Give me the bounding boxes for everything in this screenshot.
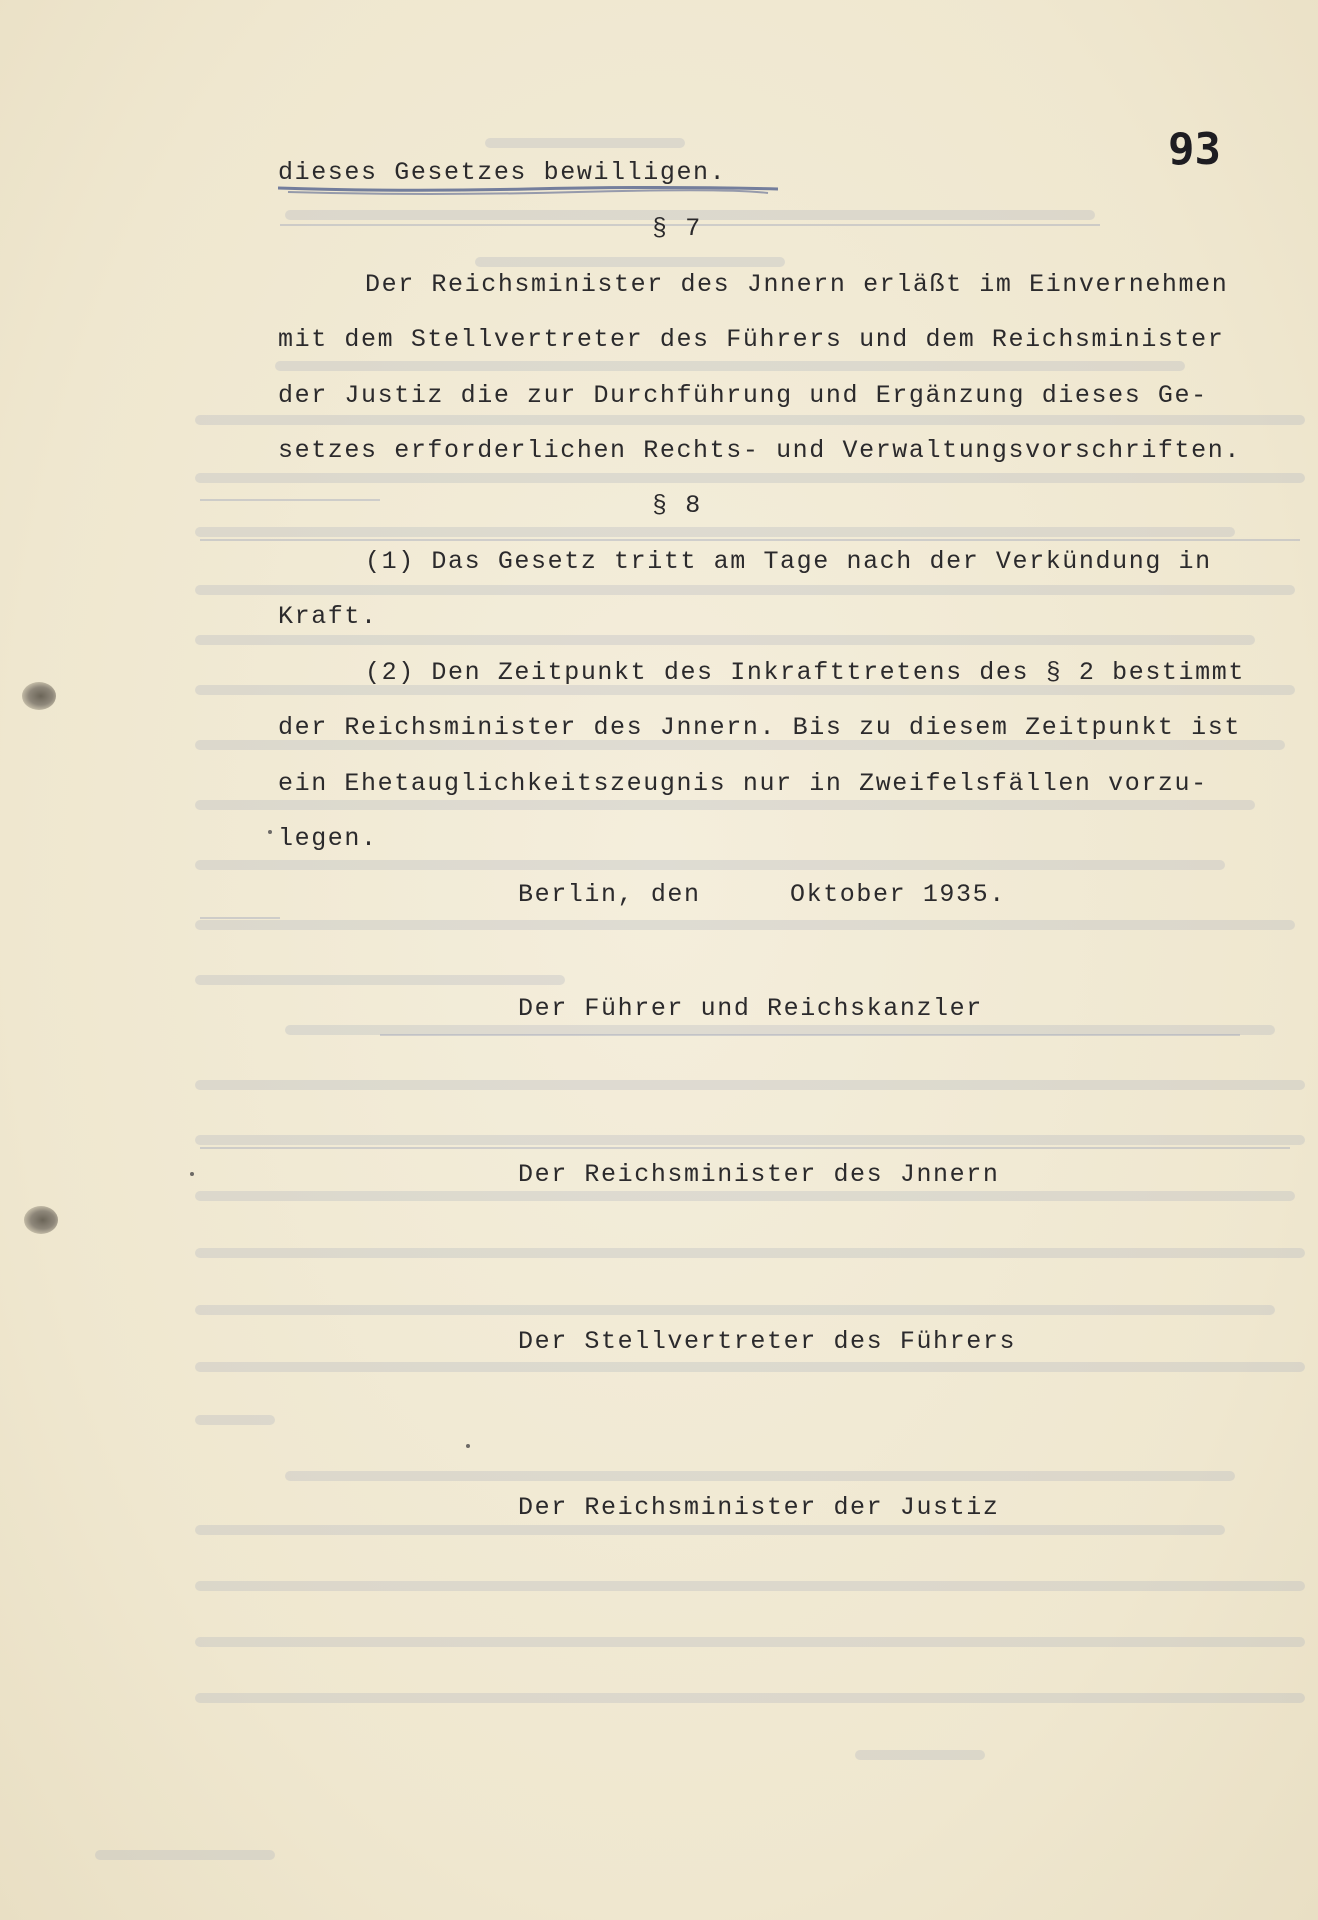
text-line-9: Kraft. — [278, 602, 378, 631]
date-value: Oktober 1935. — [790, 880, 1006, 909]
text-line-3: Der Reichsminister des Jnnern erläßt im Einvernehmen — [365, 270, 1229, 299]
text-line-12: ein Ehetauglichkeitszeugnis nur in Zweifelsfällen vorzu- — [278, 769, 1208, 798]
text-line-11: der Reichsminister des Jnnern. Bis zu diesem Zeitpunkt ist — [278, 713, 1241, 742]
date-place: Berlin, den — [518, 880, 701, 909]
text-line-4: mit dem Stellvertreter des Führers und dem Reichsminister — [278, 325, 1225, 354]
text-line-1: dieses Gesetzes bewilligen. — [278, 158, 727, 187]
text-line-13: legen. — [278, 824, 378, 853]
ink-speck — [190, 1172, 194, 1176]
text-line-6: setzes erforderlichen Rechts- und Verwaltungsvorschriften. — [278, 436, 1241, 465]
punch-hole-lower — [24, 1206, 58, 1234]
page-number: 93 — [1168, 124, 1221, 175]
ink-speck — [466, 1444, 470, 1448]
text-line-5: der Justiz die zur Durchführung und Ergänzung dieses Ge- — [278, 381, 1208, 410]
punch-hole-upper — [22, 682, 56, 710]
signatory-justice-minister: Der Reichsminister der Justiz — [518, 1493, 1000, 1522]
text-line-8: (1) Das Gesetz tritt am Tage nach der Verkündung in — [365, 547, 1212, 576]
ink-speck — [268, 830, 272, 834]
signatory-interior-minister: Der Reichsminister des Jnnern — [518, 1160, 1000, 1189]
section-heading-7: § 7 — [652, 214, 702, 243]
text-line-10: (2) Den Zeitpunkt des Inkrafttretens des § 2 bestimmt — [365, 658, 1245, 687]
section-heading-8: § 8 — [652, 491, 702, 520]
signatory-deputy: Der Stellvertreter des Führers — [518, 1327, 1017, 1356]
signatory-fuehrer: Der Führer und Reichskanzler — [518, 994, 983, 1023]
